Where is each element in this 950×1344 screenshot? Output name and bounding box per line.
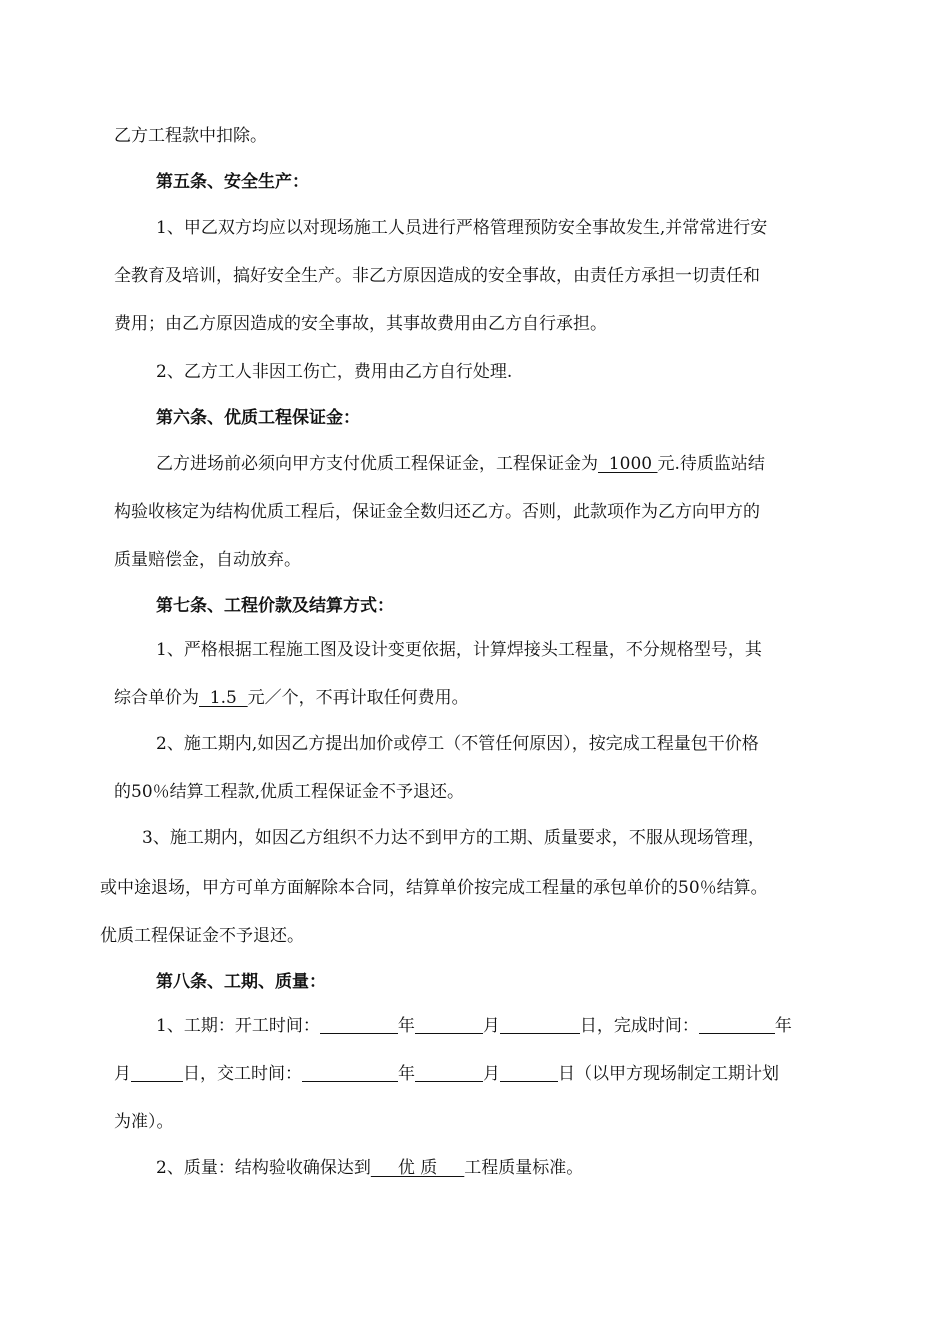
text-segment: 月: [482, 1016, 500, 1036]
start-day-blank: [500, 1015, 580, 1034]
text-segment: 年: [398, 1064, 415, 1084]
paragraph-line: 1、甲乙双方均应以对现场施工人员进行严格管理预防安全事故发生,并常常进行安: [156, 218, 768, 238]
text-segment: ，完成时间：: [596, 1016, 699, 1036]
start-year-blank: [320, 1015, 398, 1034]
paragraph-line: 优质工程保证金不予退还。: [100, 926, 304, 946]
unit-price: 1.5: [199, 688, 248, 708]
text-segment: 工程质量标准。: [464, 1158, 584, 1178]
text-segment: 乙方进场前必须向甲方支付优质工程保证金，工程保证金为: [156, 454, 598, 474]
handover-year-blank: [302, 1063, 398, 1082]
text-segment: 1、工期：开工时间：: [156, 1016, 320, 1036]
text-segment: 2、质量：结构验收确保达到: [156, 1158, 371, 1178]
paragraph-line: 质量赔偿金，自动放弃。: [114, 550, 301, 570]
text-segment: 元.待质监站结: [657, 454, 765, 474]
text-segment: ，交工时间：: [200, 1064, 302, 1084]
paragraph-line: 乙方工程款中扣除。: [114, 126, 267, 146]
paragraph-line: 费用；由乙方原因造成的安全事故，其事故费用由乙方自行承担。: [114, 314, 607, 334]
quality-standard: 优 质: [370, 1158, 465, 1178]
deposit-amount: 1000: [598, 454, 658, 474]
paragraph-line: 的50％结算工程款,优质工程保证金不予退还。: [114, 782, 465, 802]
paragraph-line: 1、严格根据工程施工图及设计变更依据，计算焊接头工程量，不分规格型号，其: [156, 640, 762, 660]
paragraph-line: 为准）。: [114, 1112, 174, 1132]
paragraph-line: [114, 1062, 779, 1086]
paragraph-line: 3、施工期内，如因乙方组织不力达不到甲方的工期、质量要求，不服从现场管理，: [142, 828, 765, 848]
handover-month-blank: [415, 1063, 483, 1082]
finish-month-blank: [131, 1063, 183, 1082]
handover-day-blank: [500, 1063, 558, 1082]
paragraph-line: [156, 452, 765, 476]
text-segment: 元／个，不再计取任何费用。: [247, 688, 469, 708]
paragraph-line: 2、施工期内,如因乙方提出加价或停工（不管任何原因），按完成工程量包干价格: [156, 734, 759, 754]
section-heading-5: 第五条、安全生产：: [156, 172, 309, 192]
text-segment: 年: [774, 1016, 792, 1036]
paragraph-line: 全教育及培训，搞好安全生产。非乙方原因造成的安全事故，由责任方承担一切责任和: [114, 266, 760, 286]
text-segment: 综合单价为: [114, 688, 199, 708]
text-segment: 月: [483, 1064, 500, 1084]
text-segment: 日: [558, 1064, 575, 1084]
text-segment: （以甲方现场制定工期计划: [575, 1064, 779, 1084]
section-heading-6: 第六条、优质工程保证金：: [156, 408, 360, 428]
text-segment: 月: [114, 1064, 131, 1084]
finish-year-blank: [699, 1015, 775, 1034]
text-segment: 年: [397, 1016, 415, 1036]
paragraph-line: [114, 686, 469, 710]
section-heading-7: 第七条、工程价款及结算方式：: [156, 596, 394, 616]
text-segment: 日: [183, 1064, 200, 1084]
section-heading-8: 第八条、工期、质量：: [156, 972, 326, 992]
paragraph-line: [156, 1156, 583, 1180]
start-month-blank: [415, 1015, 483, 1034]
paragraph-line: 构验收核定为结构优质工程后，保证金全数归还乙方。否则，此款项作为乙方向甲方的: [114, 502, 760, 522]
paragraph-line: [156, 1014, 792, 1038]
paragraph-line: 或中途退场，甲方可单方面解除本合同，结算单价按完成工程量的承包单价的50％结算。: [100, 878, 768, 898]
paragraph-line: 2、乙方工人非因工伤亡，费用由乙方自行处理.: [156, 362, 513, 382]
text-segment: 日: [579, 1016, 597, 1036]
